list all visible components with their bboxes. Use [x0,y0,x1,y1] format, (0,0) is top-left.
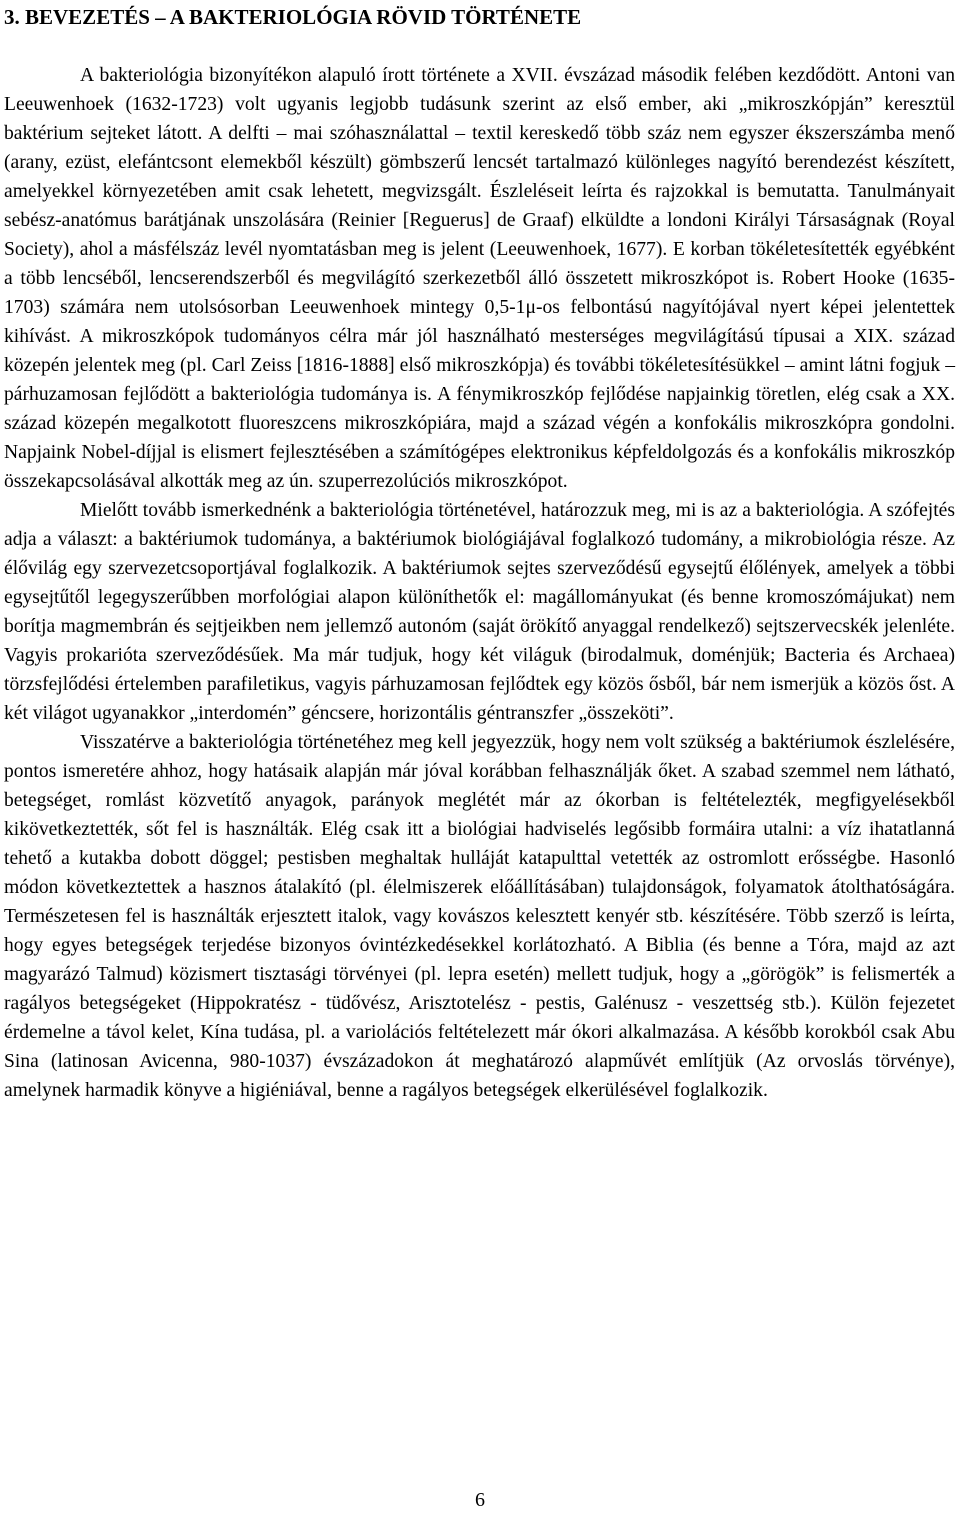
chapter-heading: 3. BEVEZETÉS – A BAKTERIOLÓGIA RÖVID TÖRTÉNETE [4,5,582,29]
paragraph-history-intro: A bakteriológia bizonyítékon alapuló írott története a XVII. évszázad második felében kezdődött. Antoni van Leeuwenhoek (1632-1723) volt ugyanis legjobb tudásunk szerint az első ember, aki „mikroszkópján” keresztül baktérium sejteket látott. A delfti – mai szóhasználattal – textil kereskedő több száz nem egyszer ékszerszámba menő (arany, ezüst, elefántcsont elemekből készült) gömbszerű lencsét tartalmazó különleges nagyító berendezést készített, amelyekkel környezetében amit csak lehetett, megvizsgált. Észleléseit leírta és rajzokkal is bemutatta. Tanulmányait sebész-anatómus barátjának unszolására (Reinier [Reguerus] de Graaf) elküldte a londoni Királyi Társaságnak (Royal Society), ahol a másfélszáz levél nyomtatásban meg is jelent (Leeuwenhoek, 1677). E korban tökéletesítették egyébként a több lencséből, lencserendszerből és megvilágító szerkezetből álló összetett mikroszkópot is. Robert Hooke (1635-1703) számára nem utolsósorban Leeuwenhoek mintegy 0,5-1μ-os felbontású nagyítójával nyert képei jelentettek kihívást. A mikroszkópok tudományos célra már jól használható mesterséges megvilágítású típusai a XIX. század közepén jelentek meg (pl. Carl Zeiss [1816-1888] első mikroszkópja) és további tökéletesítésükkel – amint látni fogjuk – párhuzamosan fejlődött a bakteriológia tudománya is. A fénymikroszkóp fejlődése napjainkig töretlen, elég csak a XX. század közepén megalkotott fluoreszcens mikroszkópiára, majd a század végén a konfokális mikroszkópra gondolni. Napjaink Nobel-díjjal is elismert fejlesztésében a számítógépes elektronikus képfeldolgozás és a konfokális mikroszkóp összekapcsolásával alkották meg az ún. szuperrezolúciós mikroszkópot. [4,65,955,492]
page-number: 6 [475,1489,485,1511]
body-text [4,61,955,1105]
paragraph-definition: Mielőtt tovább ismerkednénk a bakteriológia történetével, határozzuk meg, mi is az a bakteriológia. A szófejtés adja a választ: a baktériumok tudománya, a baktériumok biológiájával foglalkozó tudomány, a mikrobiológia része. Az élővilág egy szervezetcsoportjával foglalkozik. A baktériumok sejtes szerveződésű egysejtű élőlények, amelyek a többi egysejtűtől legegyszerűbben morfológiai alapon különíthetők el: magállományukat (és benne kromoszómájukat) nem borítja magmembrán és sejtjeikben nem jellemző autonóm (saját örökítő anyaggal rendelkező) sejtszervecskék jelenléte. Vagyis prokarióta szerveződésűek. Ma már tudjuk, hogy két világuk (birodalmuk, doménjük; Bacteria és Archaea) törzsfejlődési értelemben parafiletikus, vagyis párhuzamosan fejlődtek egy közös ősből, bár nem ismerjük a közös őst. A két világot ugyanakkor „interdomén” géncsere, horizontális géntranszfer „összeköti”. [4,500,955,724]
paragraph-early-uses: Visszatérve a bakteriológia történetéhez meg kell jegyezzük, hogy nem volt szükség a baktériumok észlelésére, pontos ismeretére ahhoz, hogy hatásaik alapján már jóval korábban felhasználják őket. A szabad szemmel nem látható, betegséget, romlást közvetítő anyagok, parányok meglétét már az ókorban is feltételezték, megfigyelésekből kikövetkeztették, sőt fel is használták. Elég csak itt a biológiai hadviselés legősibb formáira utalni: a víz ihatatlanná tehető a kutakba dobott döggel; pestisben meghaltak hulláját katapulttal vetették az ostromlott erősségbe. Hasonló módon következtettek a hasznos átalakító (pl. élelmiszerek előállításában) tulajdonságok, folyamatok átolthatóságára. Természetesen fel is használták erjesztett italok, vagy kovászos kelesztett kenyér stb. készítésére. Több szerző is leírta, hogy egyes betegségek terjedése bizonyos óvintézkedésekkel korlátozható. A Biblia (és benne a Tóra, majd az azt magyarázó Talmud) közismert tisztasági törvényei (pl. lepra esetén) mellett tudjuk, hogy a „görögök” is felismerték a ragályos betegségeket (Hippokratész - tüdővész, Arisztotelész - pestis, Galénusz - veszettség stb.). Külön fejezetet érdemelne a távol kelet, Kína tudása, pl. a variolációs feltételezett már ókori alkalmazása. A később korokból csak Abu Sina (latinosan Avicenna, 980-1037) évszázadokon át meghatározó alapművét említjük (Az orvoslás törvénye), amelynek harmadik könyve a higiéniával, benne a ragályos betegségek elkerülésével foglalkozik. [4,732,955,1101]
